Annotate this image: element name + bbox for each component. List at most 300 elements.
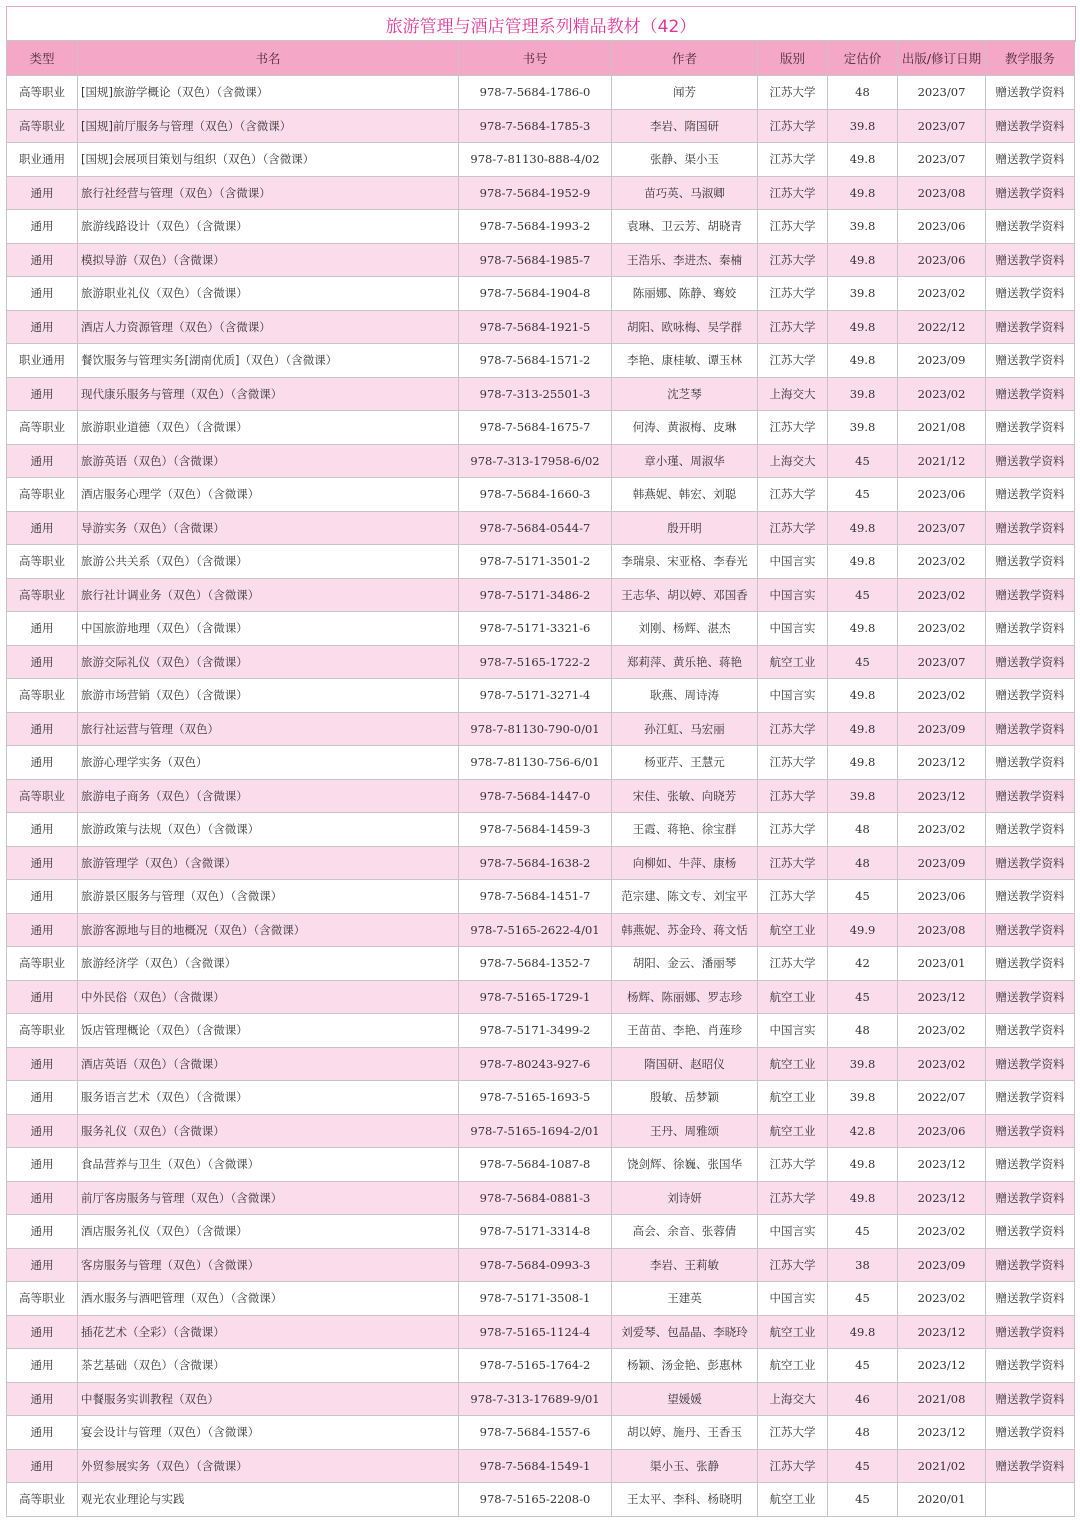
table-row — [7, 545, 1075, 579]
cell-service: 赠送教学资料 — [986, 813, 1075, 847]
cell-date: 2023/02 — [898, 1047, 986, 1081]
cell-isbn: 978-7-313-17689-9/01 — [459, 1382, 612, 1416]
cell-type: 高等职业 — [7, 947, 78, 981]
cell-price: 39.8 — [828, 377, 898, 411]
cell-type: 高等职业 — [7, 779, 78, 813]
cell-price: 48 — [828, 813, 898, 847]
cell-book-name: 酒店服务心理学（双色）（含微课） — [78, 478, 459, 512]
cell-date: 2023/12 — [898, 980, 986, 1014]
cell-isbn: 978-7-5684-1459-3 — [459, 813, 612, 847]
cell-publisher: 航空工业 — [758, 1047, 828, 1081]
cell-publisher: 江苏大学 — [758, 779, 828, 813]
cell-price: 49.8 — [828, 1148, 898, 1182]
cell-price: 39.8 — [828, 109, 898, 143]
cell-isbn: 978-7-5171-3499-2 — [459, 1014, 612, 1048]
cell-publisher: 江苏大学 — [758, 243, 828, 277]
cell-publisher: 中国言实 — [758, 612, 828, 646]
cell-price: 42.8 — [828, 1114, 898, 1148]
cell-service: 赠送教学资料 — [986, 1349, 1075, 1383]
cell-service: 赠送教学资料 — [986, 578, 1075, 612]
cell-author: 范宗建、陈文专、刘宝平 — [612, 880, 758, 914]
cell-publisher: 上海交大 — [758, 377, 828, 411]
cell-publisher: 江苏大学 — [758, 846, 828, 880]
cell-book-name: 宴会设计与管理（双色）（含微课） — [78, 1416, 459, 1450]
cell-price: 45 — [828, 1483, 898, 1517]
cell-service: 赠送教学资料 — [986, 444, 1075, 478]
cell-isbn: 978-7-5684-1985-7 — [459, 243, 612, 277]
cell-author: 饶剑辉、徐巍、张国华 — [612, 1148, 758, 1182]
cell-isbn: 978-7-5165-2622-4/01 — [459, 913, 612, 947]
cell-date: 2023/12 — [898, 746, 986, 780]
cell-book-name: 插花艺术（全彩）（含微课） — [78, 1315, 459, 1349]
cell-service: 赠送教学资料 — [986, 846, 1075, 880]
cell-book-name: 旅游交际礼仪（双色）（含微课） — [78, 645, 459, 679]
cell-price: 49.8 — [828, 679, 898, 713]
table-row — [7, 1215, 1075, 1249]
cell-book-name: 前厅客房服务与管理（双色）（含微课） — [78, 1181, 459, 1215]
cell-service: 赠送教学资料 — [986, 1382, 1075, 1416]
cell-service: 赠送教学资料 — [986, 109, 1075, 143]
cell-isbn: 978-7-5684-1447-0 — [459, 779, 612, 813]
cell-author: 李艳、康桂敏、谭玉林 — [612, 344, 758, 378]
cell-book-name: 旅游线路设计（双色）（含微课） — [78, 210, 459, 244]
cell-type: 通用 — [7, 813, 78, 847]
cell-publisher: 中国言实 — [758, 1215, 828, 1249]
cell-author: 杨颖、汤金艳、彭惠林 — [612, 1349, 758, 1383]
cell-book-name: 旅游管理学（双色）（含微课） — [78, 846, 459, 880]
table-row — [7, 1449, 1075, 1483]
cell-isbn: 978-7-313-25501-3 — [459, 377, 612, 411]
cell-type: 通用 — [7, 310, 78, 344]
table-row — [7, 1315, 1075, 1349]
cell-price: 45 — [828, 880, 898, 914]
cell-book-name: 旅游职业礼仪（双色）（含微课） — [78, 277, 459, 311]
table-row — [7, 880, 1075, 914]
cell-price: 45 — [828, 1282, 898, 1316]
cell-type: 通用 — [7, 1114, 78, 1148]
cell-publisher: 航空工业 — [758, 1315, 828, 1349]
table-row — [7, 712, 1075, 746]
cell-isbn: 978-7-5684-1557-6 — [459, 1416, 612, 1450]
cell-type: 通用 — [7, 1215, 78, 1249]
table-row — [7, 1047, 1075, 1081]
cell-date: 2023/07 — [898, 511, 986, 545]
cell-date: 2023/02 — [898, 612, 986, 646]
cell-price: 39.8 — [828, 210, 898, 244]
cell-type: 通用 — [7, 1315, 78, 1349]
cell-service: 赠送教学资料 — [986, 1014, 1075, 1048]
cell-isbn: 978-7-5684-1675-7 — [459, 411, 612, 445]
cell-publisher: 江苏大学 — [758, 1416, 828, 1450]
cell-type: 通用 — [7, 1382, 78, 1416]
cell-author: 闻芳 — [612, 76, 758, 110]
cell-type: 通用 — [7, 176, 78, 210]
cell-date: 2021/08 — [898, 1382, 986, 1416]
cell-author: 胡阳、金云、潘丽琴 — [612, 947, 758, 981]
cell-publisher: 中国言实 — [758, 545, 828, 579]
cell-author: 殷敏、岳梦颖 — [612, 1081, 758, 1115]
header-author: 作者 — [612, 41, 758, 76]
cell-type: 通用 — [7, 1349, 78, 1383]
cell-service: 赠送教学资料 — [986, 310, 1075, 344]
header-service: 教学服务 — [986, 41, 1075, 76]
cell-publisher: 江苏大学 — [758, 1248, 828, 1282]
cell-publisher: 航空工业 — [758, 1114, 828, 1148]
cell-type: 通用 — [7, 210, 78, 244]
cell-service: 赠送教学资料 — [986, 1416, 1075, 1450]
cell-date: 2023/02 — [898, 1215, 986, 1249]
cell-isbn: 978-7-313-17958-6/02 — [459, 444, 612, 478]
cell-publisher: 上海交大 — [758, 444, 828, 478]
cell-author: 袁琳、卫云芳、胡晓青 — [612, 210, 758, 244]
cell-service — [986, 1483, 1075, 1517]
cell-price: 49.8 — [828, 310, 898, 344]
cell-type: 通用 — [7, 846, 78, 880]
cell-service: 赠送教学资料 — [986, 612, 1075, 646]
cell-publisher: 江苏大学 — [758, 411, 828, 445]
cell-author: 李瑞泉、宋亚格、李春光 — [612, 545, 758, 579]
cell-price: 48 — [828, 846, 898, 880]
cell-service: 赠送教学资料 — [986, 545, 1075, 579]
cell-book-name: 模拟导游（双色）（含微课） — [78, 243, 459, 277]
cell-type: 通用 — [7, 277, 78, 311]
cell-author: 王霞、蒋艳、徐宝群 — [612, 813, 758, 847]
cell-book-name: [国规]前厅服务与管理（双色）（含微课） — [78, 109, 459, 143]
cell-author: 耿燕、周诗涛 — [612, 679, 758, 713]
cell-isbn: 978-7-81130-888-4/02 — [459, 143, 612, 177]
textbook-table — [6, 40, 1075, 1517]
cell-publisher: 航空工业 — [758, 980, 828, 1014]
cell-price: 45 — [828, 1449, 898, 1483]
cell-author: 隋国研、赵昭仪 — [612, 1047, 758, 1081]
cell-book-name: 饭店管理概论（双色）（含微课） — [78, 1014, 459, 1048]
cell-isbn: 978-7-5684-1785-3 — [459, 109, 612, 143]
cell-price: 45 — [828, 578, 898, 612]
cell-type: 通用 — [7, 1148, 78, 1182]
cell-isbn: 978-7-5165-1764-2 — [459, 1349, 612, 1383]
table-row — [7, 1181, 1075, 1215]
header-type: 类型 — [7, 41, 78, 76]
cell-price: 48 — [828, 1416, 898, 1450]
cell-date: 2023/08 — [898, 176, 986, 210]
cell-price: 45 — [828, 645, 898, 679]
cell-author: 胡以婷、施丹、王香玉 — [612, 1416, 758, 1450]
cell-type: 通用 — [7, 444, 78, 478]
cell-price: 49.8 — [828, 143, 898, 177]
cell-price: 48 — [828, 1014, 898, 1048]
cell-type: 职业通用 — [7, 344, 78, 378]
cell-publisher: 江苏大学 — [758, 813, 828, 847]
cell-publisher: 江苏大学 — [758, 176, 828, 210]
cell-service: 赠送教学资料 — [986, 76, 1075, 110]
cell-book-name: 旅游心理学实务（双色） — [78, 746, 459, 780]
cell-publisher: 江苏大学 — [758, 1148, 828, 1182]
cell-price: 39.8 — [828, 779, 898, 813]
cell-service: 赠送教学资料 — [986, 1047, 1075, 1081]
cell-type: 通用 — [7, 1449, 78, 1483]
table-row — [7, 813, 1075, 847]
table-row — [7, 578, 1075, 612]
cell-price: 39.8 — [828, 1047, 898, 1081]
cell-price: 49.8 — [828, 712, 898, 746]
cell-type: 通用 — [7, 980, 78, 1014]
cell-isbn: 978-7-5171-3508-1 — [459, 1282, 612, 1316]
cell-date: 2023/02 — [898, 377, 986, 411]
cell-service: 赠送教学资料 — [986, 913, 1075, 947]
table-row — [7, 679, 1075, 713]
table-row — [7, 846, 1075, 880]
cell-type: 高等职业 — [7, 76, 78, 110]
cell-isbn: 978-7-5684-1786-0 — [459, 76, 612, 110]
cell-author: 向柳如、牛萍、康杨 — [612, 846, 758, 880]
cell-author: 章小瑾、周淑华 — [612, 444, 758, 478]
cell-publisher: 航空工业 — [758, 1483, 828, 1517]
cell-book-name: 旅游职业道德（双色）（含微课） — [78, 411, 459, 445]
table-row — [7, 1114, 1075, 1148]
cell-type: 通用 — [7, 880, 78, 914]
cell-service: 赠送教学资料 — [986, 478, 1075, 512]
table-row — [7, 980, 1075, 1014]
cell-date: 2023/01 — [898, 947, 986, 981]
cell-date: 2020/01 — [898, 1483, 986, 1517]
cell-author: 韩燕妮、苏金玲、蒋文恬 — [612, 913, 758, 947]
cell-service: 赠送教学资料 — [986, 880, 1075, 914]
cell-isbn: 978-7-5684-1904-8 — [459, 277, 612, 311]
catalog-title: 旅游管理与酒店管理系列精品教材（42） — [6, 6, 1076, 42]
cell-date: 2023/09 — [898, 1248, 986, 1282]
cell-date: 2023/12 — [898, 1416, 986, 1450]
cell-isbn: 978-7-5165-1124-4 — [459, 1315, 612, 1349]
cell-isbn: 978-7-5171-3501-2 — [459, 545, 612, 579]
cell-price: 49.8 — [828, 176, 898, 210]
cell-book-name: 酒店人力资源管理（双色）（含微课） — [78, 310, 459, 344]
table-row — [7, 176, 1075, 210]
cell-isbn: 978-7-5171-3486-2 — [459, 578, 612, 612]
cell-type: 高等职业 — [7, 1282, 78, 1316]
cell-price: 39.8 — [828, 277, 898, 311]
cell-publisher: 江苏大学 — [758, 880, 828, 914]
cell-date: 2023/02 — [898, 1014, 986, 1048]
table-row — [7, 210, 1075, 244]
cell-service: 赠送教学资料 — [986, 243, 1075, 277]
table-row — [7, 1148, 1075, 1182]
cell-price: 49.8 — [828, 1315, 898, 1349]
cell-isbn: 978-7-5684-0993-3 — [459, 1248, 612, 1282]
cell-publisher: 江苏大学 — [758, 76, 828, 110]
cell-service: 赠送教学资料 — [986, 1081, 1075, 1115]
cell-isbn: 978-7-5684-1352-7 — [459, 947, 612, 981]
cell-service: 赠送教学资料 — [986, 210, 1075, 244]
cell-date: 2023/02 — [898, 277, 986, 311]
table-header-row — [7, 41, 1075, 76]
cell-isbn: 978-7-5165-2208-0 — [459, 1483, 612, 1517]
cell-type: 高等职业 — [7, 679, 78, 713]
cell-isbn: 978-7-5684-0544-7 — [459, 511, 612, 545]
cell-date: 2023/02 — [898, 1282, 986, 1316]
table-row — [7, 478, 1075, 512]
cell-price: 39.8 — [828, 1081, 898, 1115]
cell-author: 孙江虹、马宏丽 — [612, 712, 758, 746]
cell-service: 赠送教学资料 — [986, 411, 1075, 445]
cell-publisher: 江苏大学 — [758, 1181, 828, 1215]
cell-book-name: 酒店英语（双色）（含微课） — [78, 1047, 459, 1081]
cell-price: 49.9 — [828, 913, 898, 947]
cell-isbn: 978-7-5684-1660-3 — [459, 478, 612, 512]
cell-book-name: 食品营养与卫生（双色）（含微课） — [78, 1148, 459, 1182]
cell-author: 何涛、黄淑梅、皮琳 — [612, 411, 758, 445]
cell-type: 通用 — [7, 1181, 78, 1215]
cell-book-name: 酒店服务礼仪（双色）（含微课） — [78, 1215, 459, 1249]
cell-type: 通用 — [7, 1047, 78, 1081]
table-row — [7, 612, 1075, 646]
cell-date: 2021/12 — [898, 444, 986, 478]
table-row — [7, 1483, 1075, 1517]
cell-type: 通用 — [7, 243, 78, 277]
table-row — [7, 310, 1075, 344]
cell-isbn: 978-7-80243-927-6 — [459, 1047, 612, 1081]
table-row — [7, 779, 1075, 813]
cell-type: 高等职业 — [7, 1483, 78, 1517]
cell-isbn: 978-7-5171-3271-4 — [459, 679, 612, 713]
cell-publisher: 江苏大学 — [758, 1449, 828, 1483]
table-row — [7, 511, 1075, 545]
cell-author: 王浩乐、李进杰、秦楠 — [612, 243, 758, 277]
cell-date: 2023/12 — [898, 1315, 986, 1349]
cell-date: 2023/12 — [898, 1349, 986, 1383]
cell-book-name: 旅游政策与法规（双色）（含微课） — [78, 813, 459, 847]
cell-type: 通用 — [7, 511, 78, 545]
cell-publisher: 江苏大学 — [758, 478, 828, 512]
cell-price: 45 — [828, 478, 898, 512]
cell-service: 赠送教学资料 — [986, 679, 1075, 713]
cell-book-name: 旅游公共关系（双色）（含微课） — [78, 545, 459, 579]
table-row — [7, 1014, 1075, 1048]
cell-author: 杨亚芹、王慧元 — [612, 746, 758, 780]
cell-book-name: 旅行社运营与管理（双色） — [78, 712, 459, 746]
cell-type: 高等职业 — [7, 545, 78, 579]
cell-isbn: 978-7-5684-1638-2 — [459, 846, 612, 880]
cell-type: 通用 — [7, 1416, 78, 1450]
table-row — [7, 243, 1075, 277]
cell-author: 胡阳、欧咏梅、吴学群 — [612, 310, 758, 344]
cell-author: 王苗苗、李艳、肖莲珍 — [612, 1014, 758, 1048]
cell-author: 殷开明 — [612, 511, 758, 545]
cell-publisher: 江苏大学 — [758, 746, 828, 780]
cell-publisher: 江苏大学 — [758, 344, 828, 378]
cell-type: 通用 — [7, 913, 78, 947]
cell-type: 通用 — [7, 645, 78, 679]
cell-author: 王太平、李科、杨晓明 — [612, 1483, 758, 1517]
cell-service: 赠送教学资料 — [986, 511, 1075, 545]
cell-type: 高等职业 — [7, 411, 78, 445]
table-row — [7, 913, 1075, 947]
cell-author: 刘诗妍 — [612, 1181, 758, 1215]
cell-date: 2023/02 — [898, 679, 986, 713]
cell-service: 赠送教学资料 — [986, 1248, 1075, 1282]
cell-publisher: 江苏大学 — [758, 277, 828, 311]
cell-service: 赠送教学资料 — [986, 746, 1075, 780]
cell-author: 李岩、王莉敏 — [612, 1248, 758, 1282]
table-row — [7, 109, 1075, 143]
cell-type: 通用 — [7, 1248, 78, 1282]
header-publisher: 版别 — [758, 41, 828, 76]
cell-price: 49.8 — [828, 243, 898, 277]
cell-isbn: 978-7-81130-756-6/01 — [459, 746, 612, 780]
cell-book-name: 旅游经济学（双色）（含微课） — [78, 947, 459, 981]
table-body — [7, 76, 1075, 1517]
cell-service: 赠送教学资料 — [986, 712, 1075, 746]
cell-service: 赠送教学资料 — [986, 143, 1075, 177]
table-row — [7, 1248, 1075, 1282]
cell-isbn: 978-7-5684-1451-7 — [459, 880, 612, 914]
cell-publisher: 中国言实 — [758, 1282, 828, 1316]
cell-author: 刘爱琴、包晶晶、李晓玲 — [612, 1315, 758, 1349]
cell-service: 赠送教学资料 — [986, 1449, 1075, 1483]
cell-publisher: 江苏大学 — [758, 310, 828, 344]
cell-author: 陈丽娜、陈静、骞姣 — [612, 277, 758, 311]
cell-isbn: 978-7-5684-0881-3 — [459, 1181, 612, 1215]
cell-date: 2023/02 — [898, 545, 986, 579]
cell-publisher: 航空工业 — [758, 1081, 828, 1115]
cell-price: 49.8 — [828, 545, 898, 579]
cell-price: 49.8 — [828, 344, 898, 378]
cell-publisher: 江苏大学 — [758, 947, 828, 981]
cell-service: 赠送教学资料 — [986, 1114, 1075, 1148]
cell-isbn: 978-7-5165-1722-2 — [459, 645, 612, 679]
cell-publisher: 上海交大 — [758, 1382, 828, 1416]
cell-book-name: 外贸参展实务（双色）（含微课） — [78, 1449, 459, 1483]
cell-price: 45 — [828, 1349, 898, 1383]
cell-book-name: 旅行社经营与管理（双色）（含微课） — [78, 176, 459, 210]
cell-publisher: 航空工业 — [758, 913, 828, 947]
cell-price: 49.8 — [828, 511, 898, 545]
header-isbn: 书号 — [459, 41, 612, 76]
table-row — [7, 1382, 1075, 1416]
cell-date: 2023/06 — [898, 880, 986, 914]
cell-book-name: 旅游电子商务（双色）（含微课） — [78, 779, 459, 813]
cell-price: 49.8 — [828, 746, 898, 780]
cell-type: 通用 — [7, 1081, 78, 1115]
cell-date: 2023/12 — [898, 1181, 986, 1215]
cell-date: 2023/06 — [898, 478, 986, 512]
cell-publisher: 江苏大学 — [758, 109, 828, 143]
cell-date: 2022/12 — [898, 310, 986, 344]
table-row — [7, 377, 1075, 411]
cell-service: 赠送教学资料 — [986, 1315, 1075, 1349]
table-row — [7, 1416, 1075, 1450]
cell-date: 2023/08 — [898, 913, 986, 947]
cell-author: 沈芝琴 — [612, 377, 758, 411]
table-row — [7, 1349, 1075, 1383]
cell-service: 赠送教学资料 — [986, 377, 1075, 411]
table-row — [7, 444, 1075, 478]
cell-isbn: 978-7-5684-1993-2 — [459, 210, 612, 244]
cell-price: 46 — [828, 1382, 898, 1416]
cell-type: 通用 — [7, 712, 78, 746]
cell-book-name: 客房服务与管理（双色）（含微课） — [78, 1248, 459, 1282]
cell-author: 望媛媛 — [612, 1382, 758, 1416]
cell-date: 2023/06 — [898, 243, 986, 277]
table-row — [7, 645, 1075, 679]
cell-isbn: 978-7-81130-790-0/01 — [459, 712, 612, 746]
table-row — [7, 746, 1075, 780]
table-row — [7, 76, 1075, 110]
cell-date: 2023/07 — [898, 109, 986, 143]
cell-price: 48 — [828, 76, 898, 110]
cell-price: 45 — [828, 1215, 898, 1249]
cell-date: 2023/07 — [898, 143, 986, 177]
cell-book-name: 现代康乐服务与管理（双色）（含微课） — [78, 377, 459, 411]
